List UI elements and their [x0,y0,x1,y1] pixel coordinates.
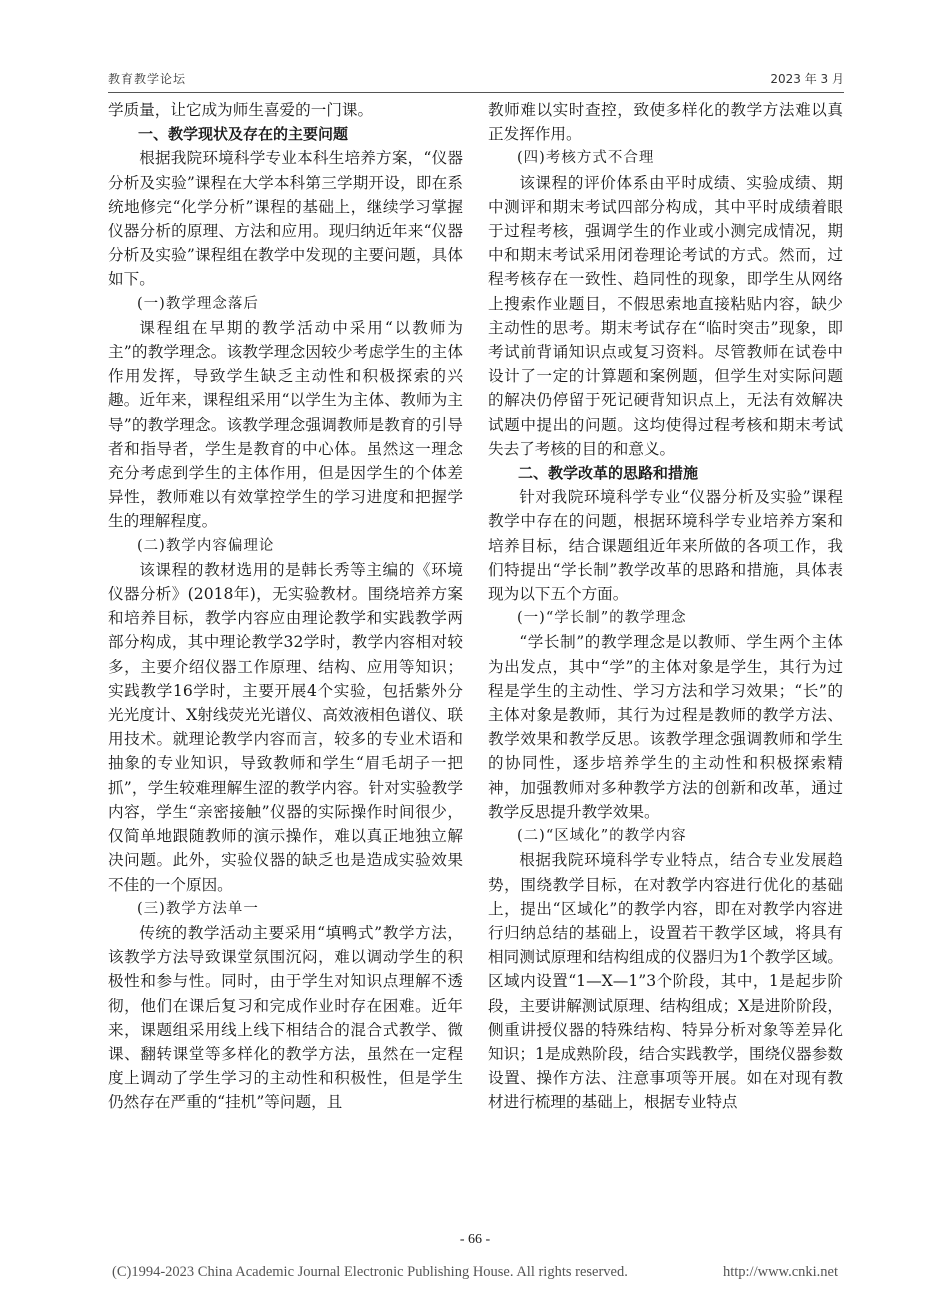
cnki-link[interactable]: http://www.cnki.net [722,1264,838,1280]
paragraph: 该课程的教材选用的是韩长秀等主编的《环境仪器分析》(2018年)，无实验教材。围绕培养方案和培养目标，教学内容应由理论教学和实践教学两部分构成，其中理论教学32学时，教学内容相对较多，主要介绍仪器工作原理、结构、应用等知识；实践教学16学时，主要开展4个实验，包括紫外分光光度计、X射线荧光光谱仪、高效液相色谱仪、联用技术。就理论教学内容而言，较多的专业术语和抽象的专业知识，导致教师和学生“眉毛胡子一把抓”，学生较难理解生涩的教学内容。针对实验教学内容，学生“亲密接触”仪器的实际操作时间很少，仅简单地跟随教师的演示操作，难以真正地独立解决问题。此外，实验仪器的缺乏也是造成实验效果不佳的一个原因。 [108,560,463,894]
page-number: - 66 - [459,1232,491,1247]
issue-date: 2023 年 3 月 [770,72,844,86]
header-rule [108,92,844,93]
paragraph: 根据我院环境科学专业本科生培养方案，“仪器分析及实验”课程在大学本科第三学期开设，即在系统地修完“化学分析”课程的基础上，继续学习掌握仪器分析的原理、方法和应用。现归纳近年来“仪器分析及实验”课程组在教学中发现的主要问题，具体如下。 [108,149,463,289]
continued-paragraph: 学质量，让它成为师生喜爱的一门课。 [108,101,374,119]
paragraph: 针对我院环境科学专业“仪器分析及实验”课程教学中存在的问题，根据环境科学专业培养方案和培养目标，结合课题组近年来所做的各项工作，我们特提出“学长制”教学改革的思路和措施，具体表现为以下五个方面。 [488,488,843,604]
section-heading: 一、教学现状及存在的主要问题 [138,125,349,144]
left-column [108,98,463,1115]
subsection-heading: (一)“学长制”的教学理念 [517,610,687,627]
subsection-heading: (一)教学理念落后 [137,295,259,312]
subsection-heading: (二)“区域化”的教学内容 [517,828,687,845]
section-heading: 二、教学改革的思路和措施 [518,464,699,483]
paragraph: 该课程的评价体系由平时成绩、实验成绩、期中测评和期末考试四部分构成，其中平时成绩着眼于过程考核，强调学生的作业或小测完成情况，期中和期末考试采用闭卷理论考试的方式。然而，过程考核存在一致性、趋同性的现象，即学生从网络上搜索作业题目，不假思索地直接粘贴内容，缺少主动性的思考。期末考试存在“临时突击”现象，即考试前背诵知识点或复习资料。尽管教师在试卷中设计了一定的计算题和案例题，但学生对实际问题的解决仍停留于死记硬背知识点上，无法有效解决试题中提出的问题。这均使得过程考核和期末考试失去了考核的目的和意义。 [488,173,843,458]
right-column [488,98,843,1115]
subsection-heading: (三)教学方法单一 [137,900,259,917]
journal-name: 教育教学论坛 [108,72,187,86]
continued-paragraph: 教师难以实时查控，致使多样化的教学方法难以真正发挥作用。 [488,101,843,144]
subsection-heading: (二)教学内容偏理论 [137,537,275,554]
paragraph: 根据我院环境科学专业特点，结合专业发展趋势，围绕教学目标，在对教学内容进行优化的基础上，提出“区域化”的教学内容，即在对教学内容进行归纳总结的基础上，设置若干教学区域，将具有相同测试原理和结构组成的仪器归为1个教学区域。区域内设置“1—X—1”3个阶段，其中，1是起步阶段，主要讲解测试原理、结构组成；X是进阶阶段，侧重讲授仪器的特殊结构、特异分析对象等差异化知识；1是成熟阶段，结合实践教学，围绕仪器参数设置、操作方法、注意事项等开展。如在对现有教材进行梳理的基础上，根据专业特点 [488,851,843,1112]
subsection-heading: (四)考核方式不合理 [517,150,655,167]
paragraph: “学长制”的教学理念是以教师、学生两个主体为出发点，其中“学”的主体对象是学生，其行为过程是学生的主动性、学习方法和学习效果；“长”的主体对象是教师，其行为过程是教师的教学方法、教学效果和教学反思。该教学理念强调教师和学生的协同性，逐步培养学生的主动性和积极探索精神，加强教师对多种教学方法的创新和改革，通过教学反思提升教学效果。 [488,633,843,821]
copyright-footer [112,1264,838,1288]
paragraph: 课程组在早期的教学活动中采用“以教师为主”的教学理念。该教学理念因较少考虑学生的主体作用发挥，导致学生缺乏主动性和积极探索的兴趣。近年来，课程组采用“以学生为主体、教师为主导”的教学理念。该教学理念强调教师是教育的引导者和指导者，学生是教育的中心体。虽然这一理念充分考虑到学生的主体作用，但是因学生的个体差异性，教师难以有效掌控学生的学习进度和把握学生的理解程度。 [108,318,463,531]
paragraph: 传统的教学活动主要采用“填鸭式”教学方法，该教学方法导致课堂氛围沉闷，难以调动学生的积极性和参与性。同时，由于学生对知识点理解不透彻，他们在课后复习和完成作业时存在困难。近年来，课题组采用线上线下相结合的混合式教学、微课、翻转课堂等多样化的教学方法，虽然在一定程度上调动了学生学习的主动性和积极性，但是学生仍然存在严重的“挂机”等问题，且 [108,923,463,1112]
running-header [108,68,844,90]
copyright-notice: (C)1994-2023 China Academic Journal Electronic Publishing House. All rights reserved. [112,1264,628,1280]
